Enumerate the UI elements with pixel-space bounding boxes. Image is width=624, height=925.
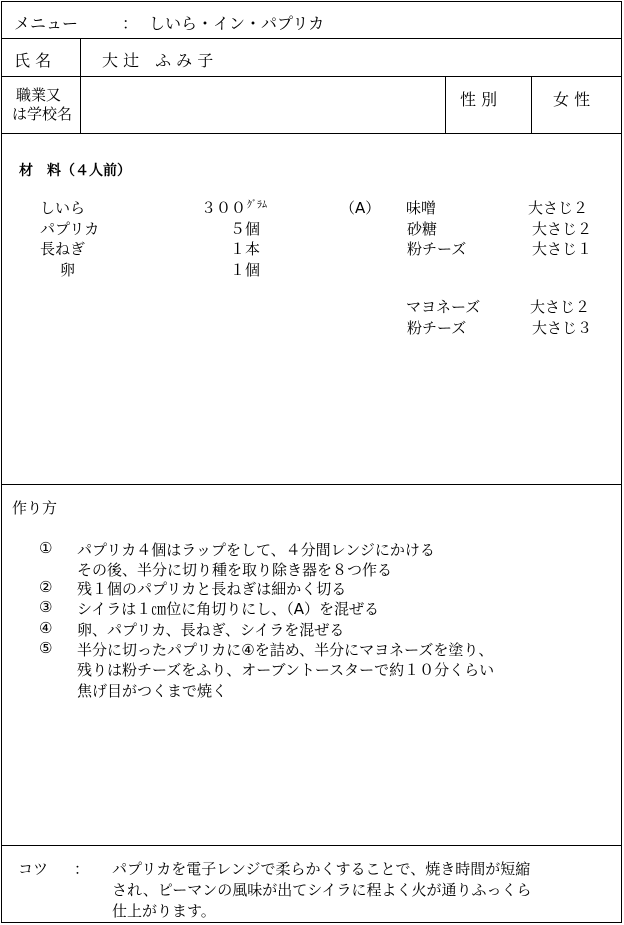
group-a-label: （A）: [340, 199, 381, 217]
divider-method: [2, 845, 621, 846]
gender-value: 女 性: [553, 90, 591, 109]
step-line: その後、半分に切り種を取り除き器を８つ作る: [77, 561, 393, 579]
tip-line: 仕上がります。: [112, 902, 216, 920]
step-number: ⑤: [39, 639, 53, 657]
ingredients-heading: 材 料（４人前）: [19, 163, 131, 179]
divider-menu: [2, 38, 621, 39]
ingredient-qty: 大さじ１: [532, 240, 593, 258]
ingredient-name: しいら: [40, 199, 86, 217]
step-number: ④: [39, 619, 53, 637]
gender-label: 性 別: [460, 90, 498, 109]
step-line: シイラは１㎝位に角切りにし、（A）を混ぜる: [77, 600, 380, 618]
ingredient-qty: １本: [230, 240, 261, 258]
recipe-sheet: [1, 1, 622, 923]
ingredient-qty: 大さじ２: [530, 298, 591, 316]
ingredient-qty-unit: ｸﾞﾗﾑ: [247, 200, 268, 211]
name-label: 氏 名: [14, 51, 52, 70]
ingredient-name: 粉チーズ: [407, 319, 467, 337]
ingredient-qty: [201, 197, 267, 218]
ingredient-qty: 大さじ２: [532, 220, 593, 238]
ingredient-qty: １個: [230, 261, 261, 279]
occupation-label: [12, 86, 73, 124]
step-line: 半分に切ったパプリカに④を詰め、半分にマヨネーズを塗り、: [77, 641, 494, 659]
step-line: パプリカ４個はラップをして、４分間レンジにかける: [77, 541, 435, 559]
ingredient-qty: 大さじ３: [532, 319, 593, 337]
ingredient-name: 粉チーズ: [407, 240, 467, 258]
method-heading: 作り方: [12, 499, 58, 517]
tip-colon: ：: [74, 860, 90, 878]
divider-ingredients: [2, 484, 621, 485]
ingredient-name: パプリカ: [40, 220, 100, 238]
menu-colon: ：: [122, 14, 139, 33]
divider-label-column: [80, 38, 81, 133]
step-number: ③: [39, 598, 53, 616]
ingredient-name: 味噌: [406, 199, 437, 217]
occupation-label-line2: は学校名: [12, 105, 73, 123]
ingredient-name: マヨネーズ: [406, 298, 481, 316]
ingredient-qty-value: ３００: [201, 199, 247, 217]
tip-line: パプリカを電子レンジで柔らかくすることで、焼き時間が短縮: [112, 860, 531, 878]
ingredient-name: 卵: [60, 261, 76, 279]
ingredient-qty: ５個: [230, 220, 261, 238]
ingredient-name: 長ねぎ: [40, 240, 86, 258]
step-number: ②: [39, 578, 53, 596]
ingredient-name: 砂糖: [407, 220, 438, 238]
step-line: 焦げ目がつくまで焼く: [77, 682, 228, 700]
tip-line: され、ピーマンの風味が出てシイラに程よく火が通りふっくら: [112, 881, 532, 899]
divider-name: [2, 76, 621, 77]
divider-gender-right: [531, 76, 532, 133]
tip-label: コツ: [18, 860, 49, 878]
ingredient-qty: 大さじ２: [528, 199, 589, 217]
step-number: ①: [39, 539, 53, 557]
occupation-label-line1: 職業又: [16, 86, 62, 104]
menu-label: メニュー: [14, 14, 79, 33]
menu-title: しいら・イン・パプリカ: [149, 14, 325, 33]
step-line: 残りは粉チーズをふり、オーブントースターで約１０分くらい: [77, 661, 495, 679]
name-value: 大 辻 ふ み 子: [102, 51, 214, 70]
step-line: 卵、パプリカ、長ねぎ、シイラを混ぜる: [77, 621, 345, 639]
divider-gender-left: [445, 76, 446, 133]
step-line: 残１個のパプリカと長ねぎは細かく切る: [77, 580, 347, 598]
divider-occupation: [2, 133, 621, 134]
